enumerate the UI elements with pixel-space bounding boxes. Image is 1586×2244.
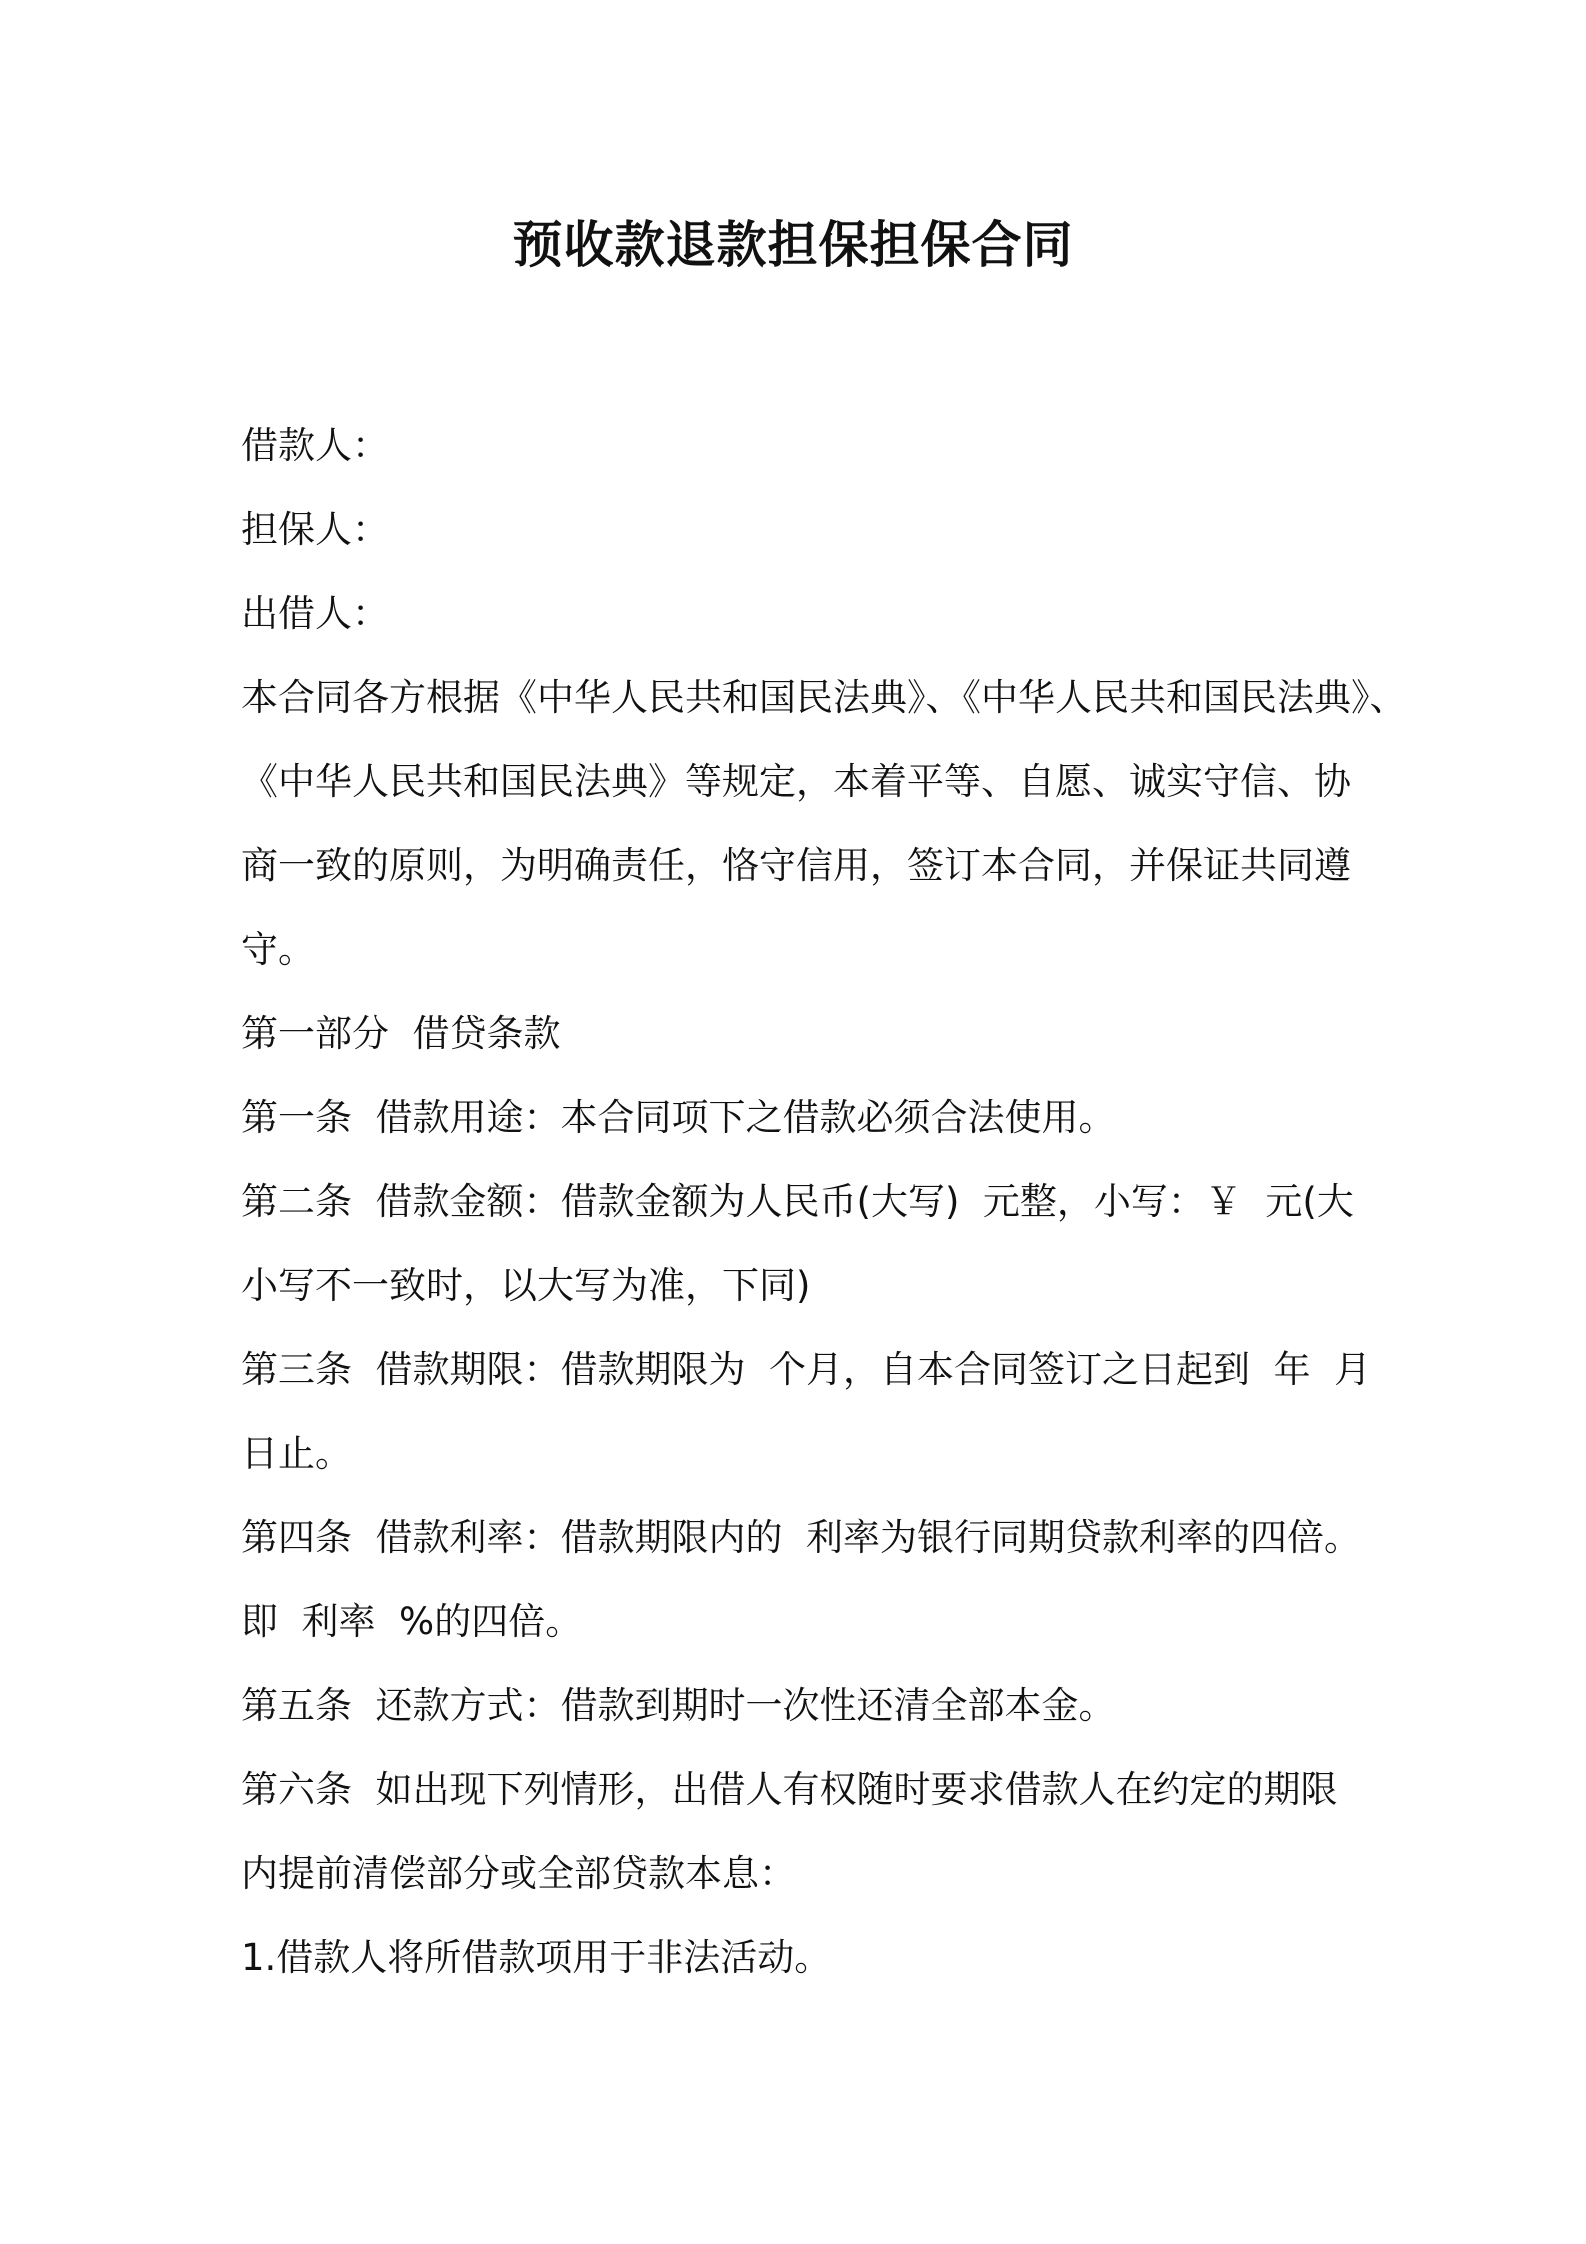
article-4-line-1: 第四条 借款利率：借款期限内的 利率为银行同期贷款利率的四倍。	[241, 1516, 1362, 1559]
article-2-line-2: 小写不一致时，以大写为准，下同)	[241, 1264, 811, 1307]
lender-line: 出借人：	[241, 592, 389, 635]
part-one-heading: 第一部分 借贷条款	[241, 1012, 561, 1055]
article-3-line-2: 日止。	[241, 1432, 352, 1475]
article-4-line-2: 即 利率 %的四倍。	[241, 1600, 583, 1643]
article-3-line-1: 第三条 借款期限：借款期限为 个月，自本合同签订之日起到 年 月	[241, 1348, 1372, 1391]
article-5: 第五条 还款方式：借款到期时一次性还清全部本金。	[241, 1684, 1116, 1727]
preamble-line-1: 本合同各方根据《中华人民共和国民法典》、《中华人民共和国民法典》、	[241, 676, 1407, 719]
preamble-line-3: 商一致的原则，为明确责任，恪守信用，签订本合同，并保证共同遵	[241, 844, 1351, 887]
document-title: 预收款退款担保担保合同	[512, 216, 1074, 274]
preamble-line-2: 《中华人民共和国民法典》等规定，本着平等、自愿、诚实守信、协	[241, 760, 1351, 803]
article-6-line-1: 第六条 如出现下列情形，出借人有权随时要求借款人在约定的期限	[241, 1768, 1338, 1811]
guarantor-line: 担保人：	[241, 508, 389, 551]
article-2-line-1: 第二条 借款金额：借款金额为人民币(大写) 元整，小写：￥ 元(大	[241, 1180, 1354, 1223]
article-6-item-1: 1.借款人将所借款项用于非法活动。	[241, 1936, 832, 1979]
document-body	[241, 404, 1407, 2000]
preamble-line-4: 守。	[241, 928, 315, 971]
borrower-line: 借款人：	[241, 424, 389, 467]
article-1: 第一条 借款用途：本合同项下之借款必须合法使用。	[241, 1096, 1116, 1139]
article-6-line-2: 内提前清偿部分或全部贷款本息：	[241, 1852, 796, 1895]
